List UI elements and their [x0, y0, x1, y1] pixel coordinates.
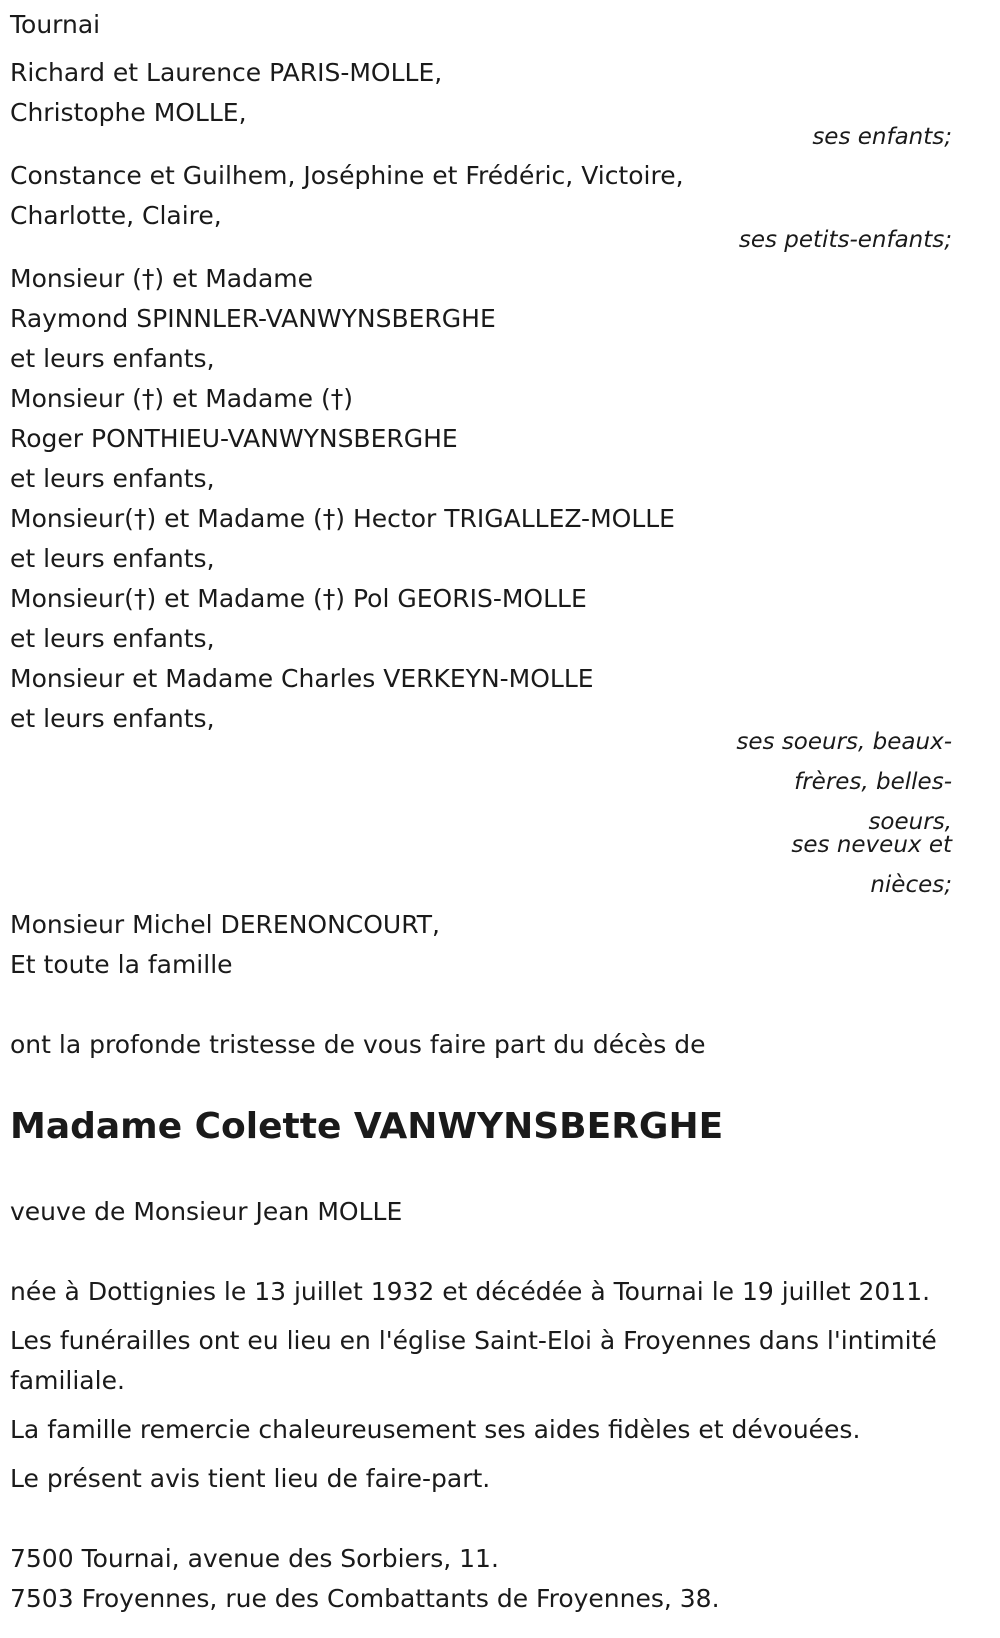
relation-label: nièces;: [870, 872, 952, 898]
family-line: Roger PONTHIEU-VANWYNSBERGHE: [10, 424, 458, 453]
family-line: Monsieur et Madame Charles VERKEYN-MOLLE: [10, 664, 594, 693]
city-heading: Tournai: [10, 10, 101, 39]
family-line: Et toute la famille: [10, 950, 233, 979]
family-line: Richard et Laurence PARIS-MOLLE,: [10, 58, 443, 87]
relation-label: ses enfants;: [812, 124, 952, 150]
family-line: Monsieur (†) et Madame: [10, 264, 314, 293]
family-line: et leurs enfants,: [10, 344, 215, 373]
family-line: et leurs enfants,: [10, 704, 215, 733]
family-line: Raymond SPINNLER-VANWYNSBERGHE: [10, 304, 496, 333]
family-line: Monsieur(†) et Madame (†) Hector TRIGALLEZ-MOLLE: [10, 504, 675, 533]
widow-line: veuve de Monsieur Jean MOLLE: [10, 1197, 403, 1226]
relation-label: soeurs,: [868, 809, 952, 835]
family-line: Monsieur(†) et Madame (†) Pol GEORIS-MOLLE: [10, 584, 587, 613]
family-line: et leurs enfants,: [10, 464, 215, 493]
address-line: 7503 Froyennes, rue des Combattants de Froyennes, 38.: [10, 1584, 720, 1613]
family-line: et leurs enfants,: [10, 544, 215, 573]
family-line: et leurs enfants,: [10, 624, 215, 653]
family-line: Monsieur (†) et Madame (†): [10, 384, 353, 413]
relation-label: ses petits-enfants;: [738, 227, 952, 253]
relation-label: frères, belles-: [794, 769, 952, 795]
family-line: Constance et Guilhem, Joséphine et Frédéric, Victoire,: [10, 161, 684, 190]
deceased-name: Madame Colette VANWYNSBERGHE: [10, 1106, 724, 1147]
family-line: Christophe MOLLE,: [10, 98, 247, 127]
relation-label: ses soeurs, beaux-: [736, 729, 952, 755]
relation-label: ses neveux et: [791, 832, 952, 858]
announcement-intro: ont la profonde tristesse de vous faire part du décès de: [10, 1030, 706, 1059]
notice-line: Le présent avis tient lieu de faire-part.: [10, 1464, 491, 1493]
thanks-line: La famille remercie chaleureusement ses aides fidèles et dévouées.: [10, 1415, 861, 1444]
birth-death-line: née à Dottignies le 13 juillet 1932 et décédée à Tournai le 19 juillet 2011.: [10, 1277, 931, 1306]
funeral-paragraph: Les funérailles ont eu lieu en l'église Saint-Eloi à Froyennes dans l'intimité familiale.: [10, 1326, 937, 1395]
family-line: Monsieur Michel DERENONCOURT,: [10, 910, 441, 939]
address-line: 7500 Tournai, avenue des Sorbiers, 11.: [10, 1544, 499, 1573]
family-line: Charlotte, Claire,: [10, 201, 222, 230]
